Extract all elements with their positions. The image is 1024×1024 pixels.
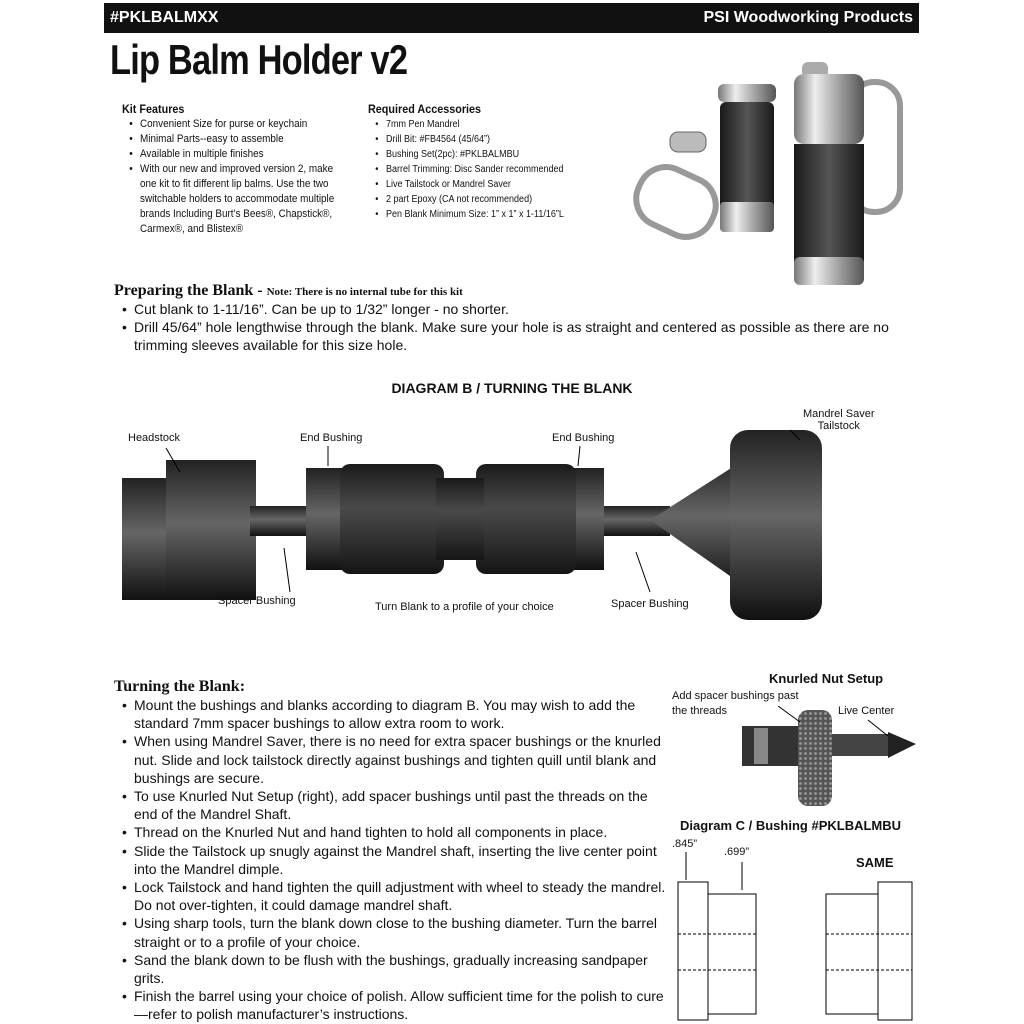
threaded-shaft [832, 734, 892, 756]
turning-list [114, 696, 674, 1024]
bushing-right [826, 882, 912, 1020]
bushing-left [678, 882, 756, 1020]
label-turn-note: Turn Blank to a profile of your choice [375, 601, 554, 613]
list-item: • Barrel Trimming: Disc Sander recommended [379, 162, 602, 177]
label-end-bushing-left: End Bushing [300, 432, 363, 444]
knurled-label-left-line2: the threads [672, 705, 728, 717]
label-headstock: Headstock [128, 432, 180, 444]
dim-small: .699” [724, 846, 750, 858]
carabiner-icon [630, 158, 725, 246]
blank-left [340, 464, 444, 574]
kit-features-heading: Kit Features [122, 102, 185, 116]
diagram-b-title: DIAGRAM B / TURNING THE BLANK [391, 380, 633, 396]
label-mandrel-saver-line2: Tailstock [817, 420, 860, 432]
list-item: • Minimal Parts--easy to assemble [133, 132, 347, 147]
list-item: • Available in multiple finishes [133, 147, 347, 162]
preparing-heading [114, 282, 914, 300]
turning-section [114, 678, 674, 1024]
required-accessories-list [368, 117, 602, 222]
label-spacer-right: Spacer Bushing [611, 598, 689, 610]
list-item: • Pen Blank Minimum Size: 1” x 1” x 1-11/16”L [379, 207, 602, 222]
knurled-label-left-line1: Add spacer bushings past [672, 690, 799, 702]
kit-features [122, 102, 347, 237]
list-item: • Using sharp tools, turn the blank down close to the bushing diameter. Turn the barrel straight or to a profile of your choice. [134, 914, 674, 950]
diagram-c-bushings [660, 852, 930, 1022]
spacer-bushings [742, 726, 806, 766]
page-title: Lip Balm Holder v2 [110, 36, 408, 83]
knurled-nut-title: Knurled Nut Setup [769, 671, 884, 686]
list-item: • Thread on the Knurled Nut and hand tighten to hold all components in place. [134, 823, 674, 841]
label-end-bushing-right: End Bushing [552, 432, 615, 444]
live-center [888, 732, 916, 758]
brand-label: PSI Woodworking Products [703, 9, 913, 26]
label-spacer-left: Spacer Bushing [218, 595, 296, 607]
list-item: • Mount the bushings and blanks according to diagram B. You may wish to add the standard 7mm spacer bushings to allow extra room to work. [134, 696, 674, 732]
preparing-section [114, 282, 914, 354]
knurled-label-right: Live Center [838, 705, 895, 717]
knurled-nut-photo [738, 706, 918, 810]
turning-heading: Turning the Blank: [114, 678, 246, 695]
sku-label: #PKLBALMXX [110, 9, 219, 26]
list-item: • 7mm Pen Mandrel [379, 117, 602, 132]
list-item: • 2 part Epoxy (CA not recommended) [379, 192, 602, 207]
required-accessories-heading: Required Accessories [368, 102, 482, 116]
list-item: • Sand the blank down to be flush with the bushings, gradually increasing sandpaper grits. [134, 951, 674, 987]
list-item: • Live Tailstock or Mandrel Saver [379, 177, 602, 192]
list-item: • Cut blank to 1-11/16”. Can be up to 1/32” longer - no shorter. [134, 300, 914, 318]
same-label: SAME [856, 855, 894, 870]
kit-features-list [122, 117, 347, 237]
product-photo [630, 62, 920, 292]
list-item: • Convenient Size for purse or keychain [133, 117, 347, 132]
list-item: • Bushing Set(2pc): #PKLBALMBU [379, 147, 602, 162]
list-item: • Drill 45/64” hole lengthwise through the blank. Make sure your hole is as straight and centered as possible as there are no trimming sleeves available for this size hole. [134, 318, 914, 354]
list-item: • To use Knurled Nut Setup (right), add spacer bushings until past the threads on the end of the Mandrel Shaft. [134, 787, 674, 823]
holder-large [794, 144, 864, 264]
list-item: • Drill Bit: #FB4564 (45/64”) [379, 132, 602, 147]
list-item: • When using Mandrel Saver, there is no need for extra spacer bushings or the knurled nut. Slide and lock tailstock directly against bushings and tighten quill until blank and bushings are secure. [134, 732, 674, 787]
required-accessories [368, 102, 602, 222]
dim-large: .845” [672, 838, 698, 850]
blank-right [476, 464, 576, 574]
preparing-title: Preparing the Blank - [114, 282, 263, 299]
label-mandrel-saver-line1: Mandrel Saver [803, 408, 875, 420]
preparing-list [114, 300, 914, 354]
preparing-note: Note: There is no internal tube for this kit [266, 286, 463, 298]
list-item: • Slide the Tailstock up snugly against the Mandrel shaft, inserting the live center point into the Mandrel dimple. [134, 842, 674, 878]
knurled-nut [798, 710, 832, 806]
list-item: • Lock Tailstock and hand tighten the quill adjustment with wheel to steady the mandrel. Do not over-tighten, it could damage mandrel shaft. [134, 878, 674, 914]
mandrel-saver-tailstock [730, 430, 822, 620]
label-mandrel-saver [803, 408, 875, 432]
list-item: • With our new and improved version 2, make one kit to fit different lip balms. Use the two switchable holders to accommodate multiple brands Including Burt’s Bees®, Chapstick®, Carmex®, and Blistex® [133, 162, 347, 237]
header-bar [104, 3, 919, 33]
diagram-c-title: Diagram C / Bushing #PKLBALMBU [680, 818, 902, 833]
list-item: • Finish the barrel using your choice of polish. Allow sufficient time for the polish to cure—refer to polish manufacturer’s instructions. [134, 987, 674, 1023]
